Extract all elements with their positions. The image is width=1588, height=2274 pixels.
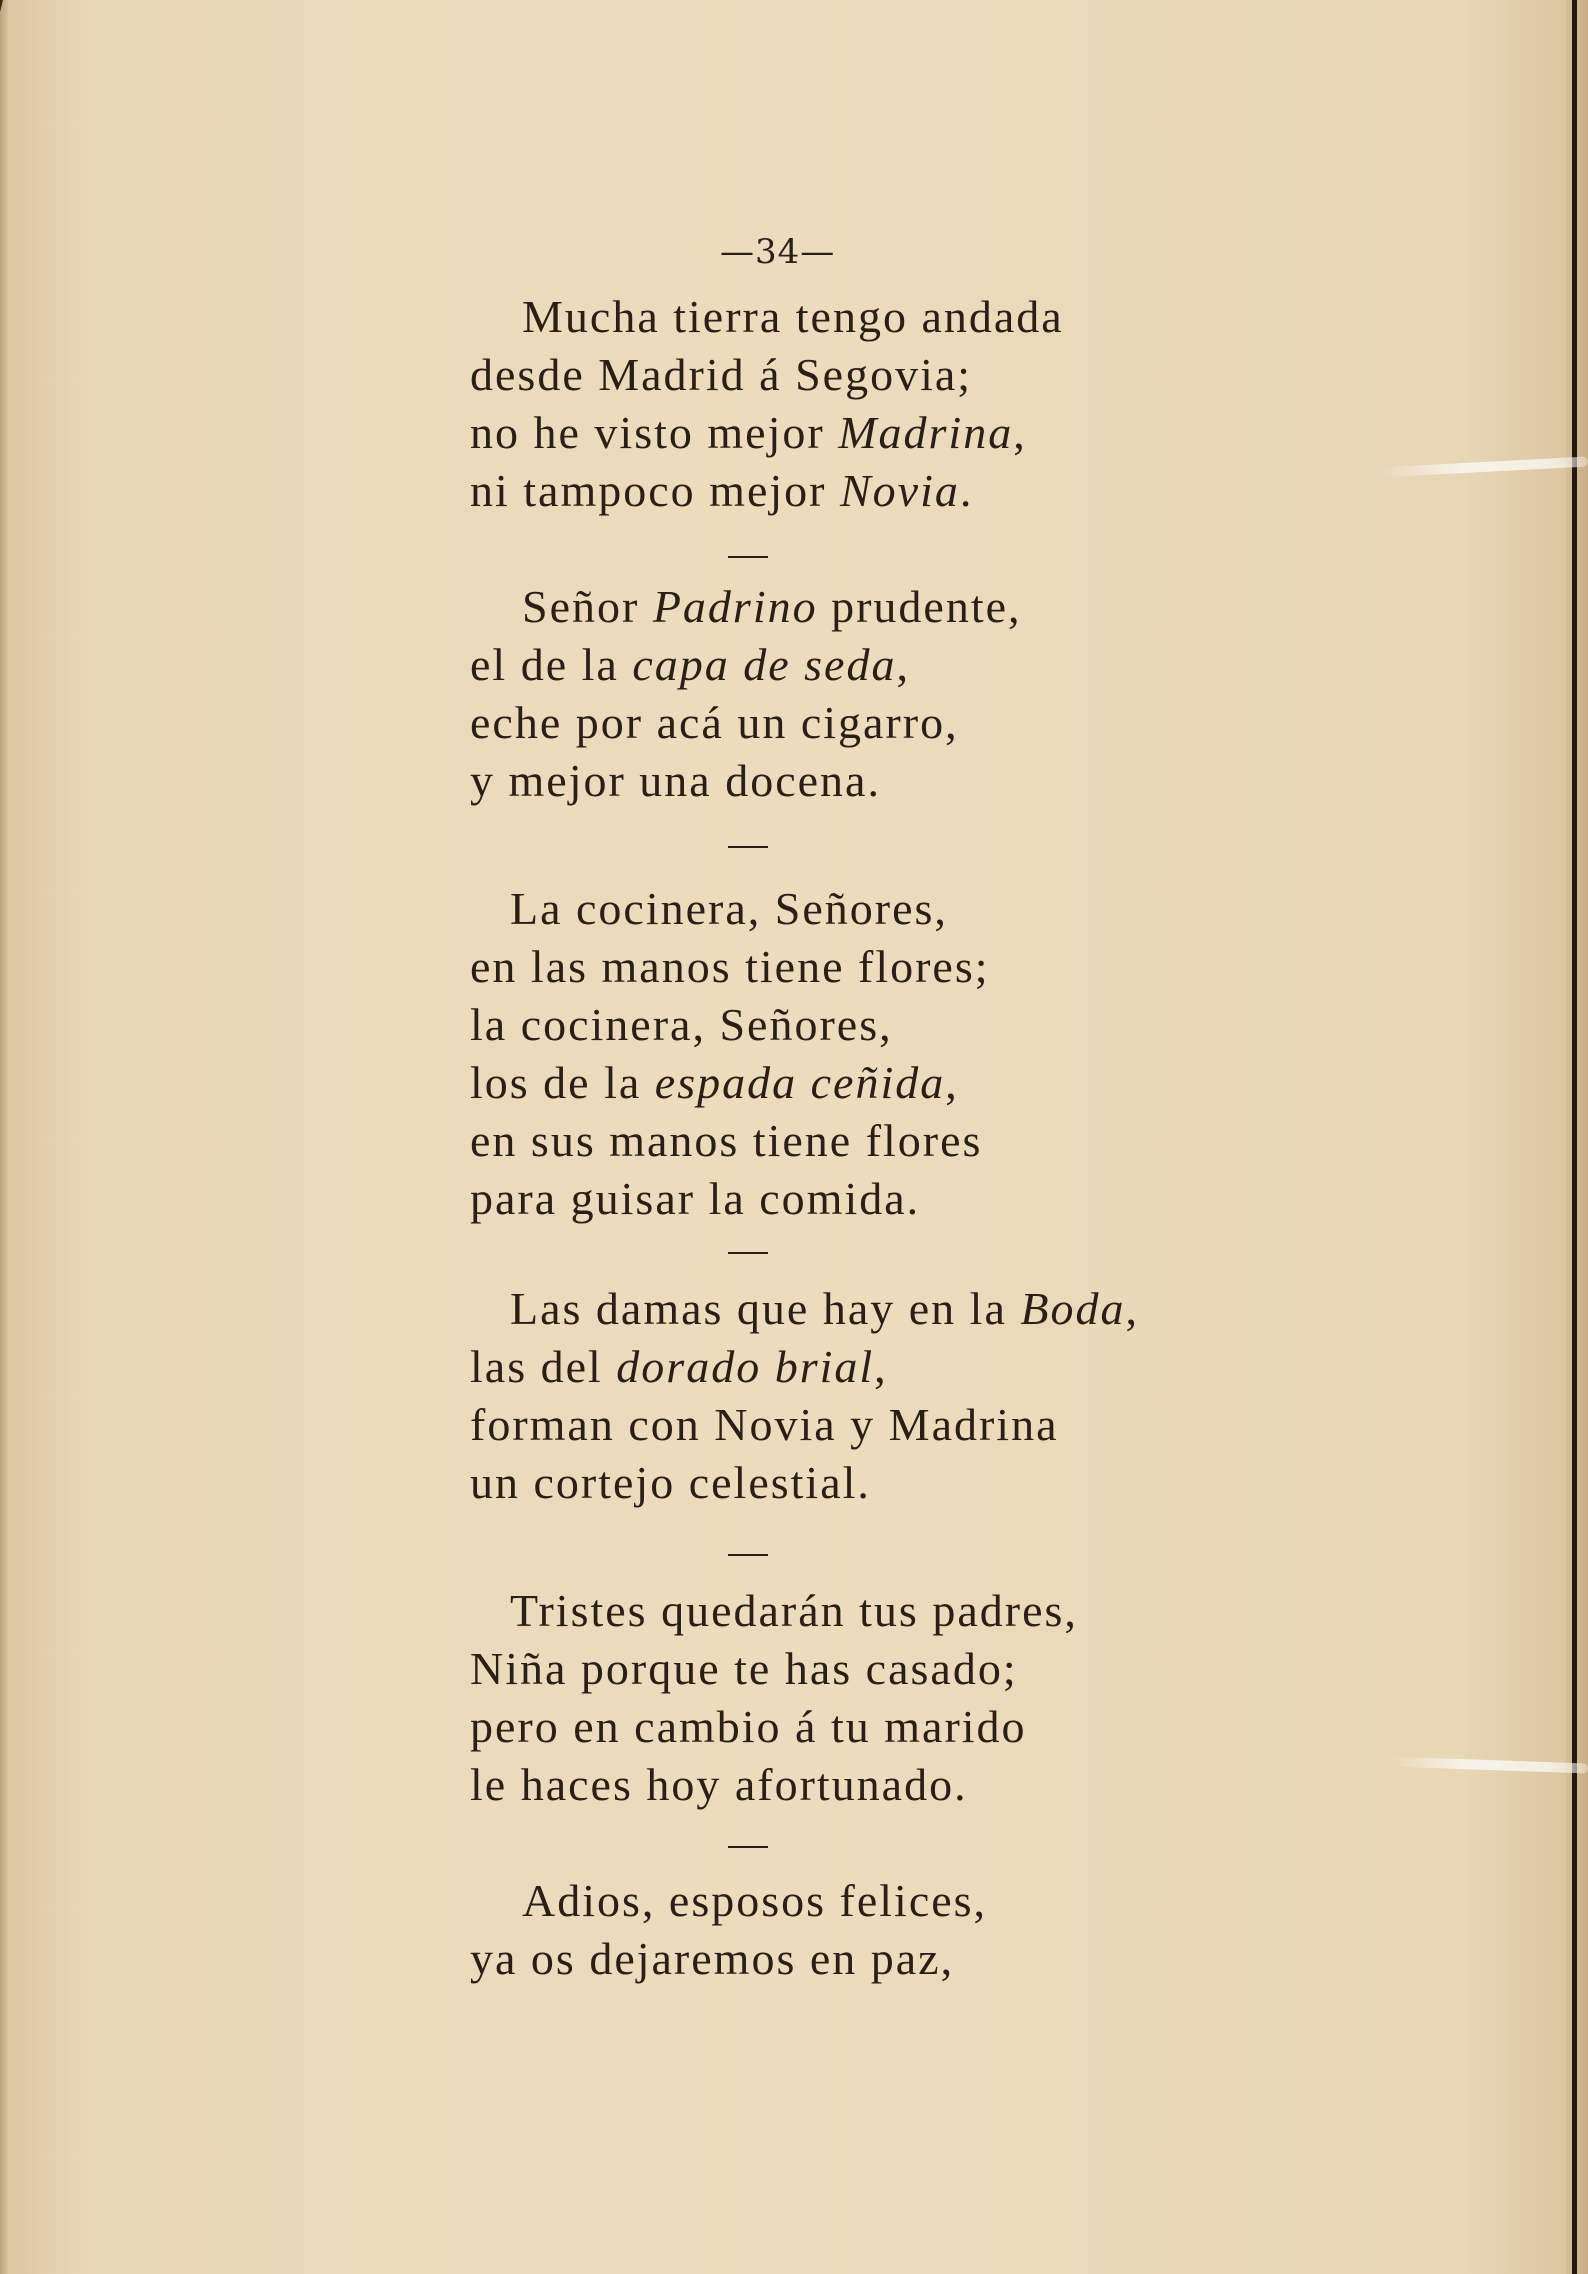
verse-line bbox=[470, 636, 1130, 694]
verse-text: prudente, bbox=[817, 581, 1022, 632]
stanza-divider bbox=[728, 846, 768, 848]
stanza-1 bbox=[470, 288, 1130, 520]
verse-line bbox=[470, 1280, 1139, 1338]
corner-mark bbox=[0, 0, 17, 24]
verse-line: ya os dejaremos en paz, bbox=[470, 1933, 955, 1984]
verse-italic-text: espada ceñida bbox=[654, 1057, 946, 1108]
stanza-2 bbox=[470, 578, 1130, 810]
verse-line: eche por acá un cigarro, bbox=[470, 697, 959, 748]
verse-italic-text: dorado brial bbox=[616, 1341, 875, 1392]
book-spine-edge bbox=[1566, 0, 1588, 2274]
verse-text: , bbox=[896, 639, 910, 690]
verse-line: en sus manos tiene flores bbox=[470, 1115, 983, 1166]
verse-line bbox=[470, 578, 1130, 636]
verse-line bbox=[470, 404, 1130, 462]
verse-text: los de la bbox=[470, 1057, 655, 1108]
verse-text: , bbox=[945, 1057, 959, 1108]
verse-line: pero en cambio á tu marido bbox=[470, 1701, 1027, 1752]
verse-line bbox=[470, 1338, 1130, 1396]
binding-thread-bottom bbox=[1388, 1757, 1588, 1774]
verse-line: y mejor una docena. bbox=[470, 755, 881, 806]
verse-line: la cocinera, Señores, bbox=[470, 999, 893, 1050]
verse-line: Mucha tierra tengo andada bbox=[522, 291, 1064, 342]
verse-text: . bbox=[959, 465, 974, 516]
stanza-divider bbox=[728, 1846, 768, 1848]
binding-thread-top bbox=[1378, 457, 1588, 478]
verse-italic-text: capa de seda bbox=[632, 639, 897, 690]
page-number: —34— bbox=[720, 232, 836, 272]
verse-line: desde Madrid á Segovia; bbox=[470, 349, 973, 400]
verse-text: , bbox=[1125, 1283, 1139, 1334]
verse-line: en las manos tiene flores; bbox=[470, 941, 990, 992]
verse-italic-text: Novia bbox=[839, 465, 960, 516]
verse-line: La cocinera, Señores, bbox=[510, 883, 948, 934]
verse-line: un cortejo celestial. bbox=[470, 1457, 871, 1508]
stanza-4 bbox=[470, 1280, 1139, 1512]
verse-line: forman con Novia y Madrina bbox=[470, 1399, 1059, 1450]
verse-line: Tristes quedarán tus padres, bbox=[510, 1585, 1078, 1636]
verse-line: le haces hoy afortunado. bbox=[470, 1759, 968, 1810]
verse-italic-text: Padrino bbox=[652, 581, 818, 632]
stanza-5 bbox=[470, 1582, 1130, 1814]
verse-text: Señor bbox=[522, 581, 653, 632]
verse-italic-text: Boda bbox=[1020, 1283, 1126, 1334]
verse-line: Niña porque te has casado; bbox=[470, 1643, 1018, 1694]
stanza-divider bbox=[728, 1554, 768, 1556]
verse-text: , bbox=[1013, 407, 1027, 458]
verse-text: las del bbox=[470, 1341, 617, 1392]
verse-text: Las damas que hay en la bbox=[510, 1283, 1021, 1334]
stanza-divider bbox=[728, 556, 768, 558]
stanza-6 bbox=[470, 1872, 1130, 1988]
verse-line: Adios, esposos felices, bbox=[522, 1875, 988, 1926]
spine-binding-line bbox=[1572, 0, 1577, 2274]
verse-text: el de la bbox=[470, 639, 633, 690]
verse-text: , bbox=[874, 1341, 888, 1392]
verse-line bbox=[470, 462, 1130, 520]
page-left-edge bbox=[0, 0, 8, 2274]
verse-line: para guisar la comida. bbox=[470, 1173, 921, 1224]
verse-text: no he visto mejor bbox=[470, 407, 839, 458]
verse-text: ni tampoco mejor bbox=[470, 465, 840, 516]
stanza-divider bbox=[728, 1252, 768, 1254]
verse-line bbox=[470, 1054, 1130, 1112]
verse-italic-text: Madrina bbox=[838, 407, 1014, 458]
stanza-3 bbox=[470, 880, 1130, 1228]
